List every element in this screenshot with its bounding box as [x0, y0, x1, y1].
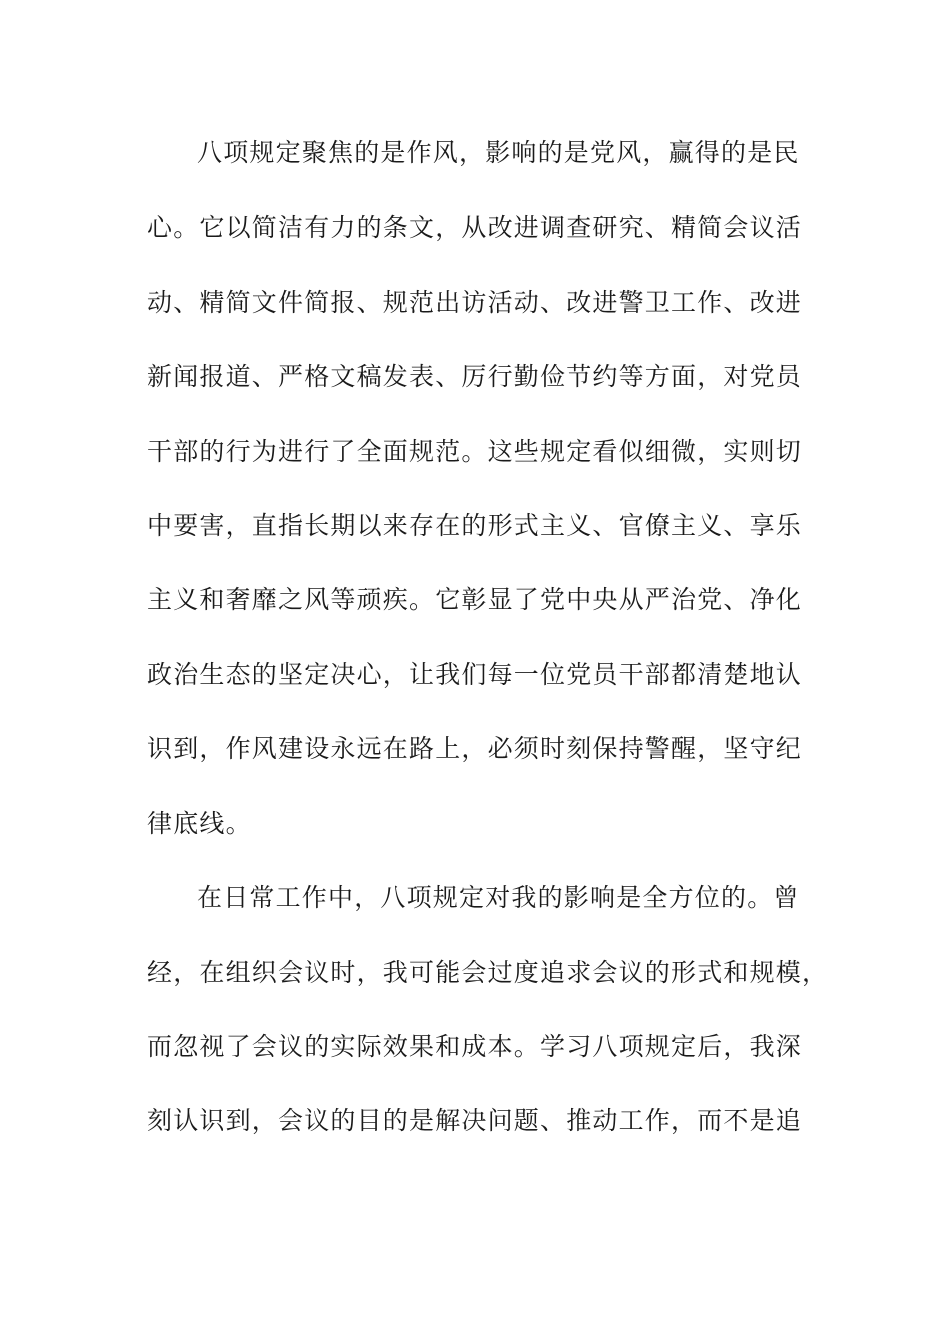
text-line: 刻认识到，会议的目的是解决问题、推动工作，而不是追 [147, 1106, 803, 1135]
text-line: 律底线。 [147, 809, 252, 838]
text-line: 中要害，直指长期以来存在的形式主义、官僚主义、享乐 [147, 511, 803, 540]
text-line: 在日常工作中，八项规定对我的影响是全方位的。曾 [197, 883, 800, 912]
text-line: 干部的行为进行了全面规范。这些规定看似细微，实则切 [147, 437, 803, 466]
text-line: 动、精简文件简报、规范出访活动、改进警卫工作、改进 [147, 288, 803, 317]
text-line: 心。它以简洁有力的条文，从改进调查研究、精简会议活 [147, 213, 803, 242]
text-line: 而忽视了会议的实际效果和成本。学习八项规定后，我深 [147, 1032, 803, 1061]
text-line: 政治生态的坚定决心，让我们每一位党员干部都清楚地认 [147, 660, 803, 689]
text-line: 识到，作风建设永远在路上，必须时刻保持警醒，坚守纪 [147, 734, 803, 763]
text-line: 八项规定聚焦的是作风，影响的是党风，赢得的是民 [197, 138, 800, 167]
text-line: 主义和奢靡之风等顽疾。它彰显了党中央从严治党、净化 [147, 585, 803, 614]
text-line: 经，在组织会议时，我可能会过度追求会议的形式和规模， [147, 958, 829, 987]
text-line: 新闻报道、严格文稿发表、厉行勤俭节约等方面，对党员 [147, 362, 803, 391]
